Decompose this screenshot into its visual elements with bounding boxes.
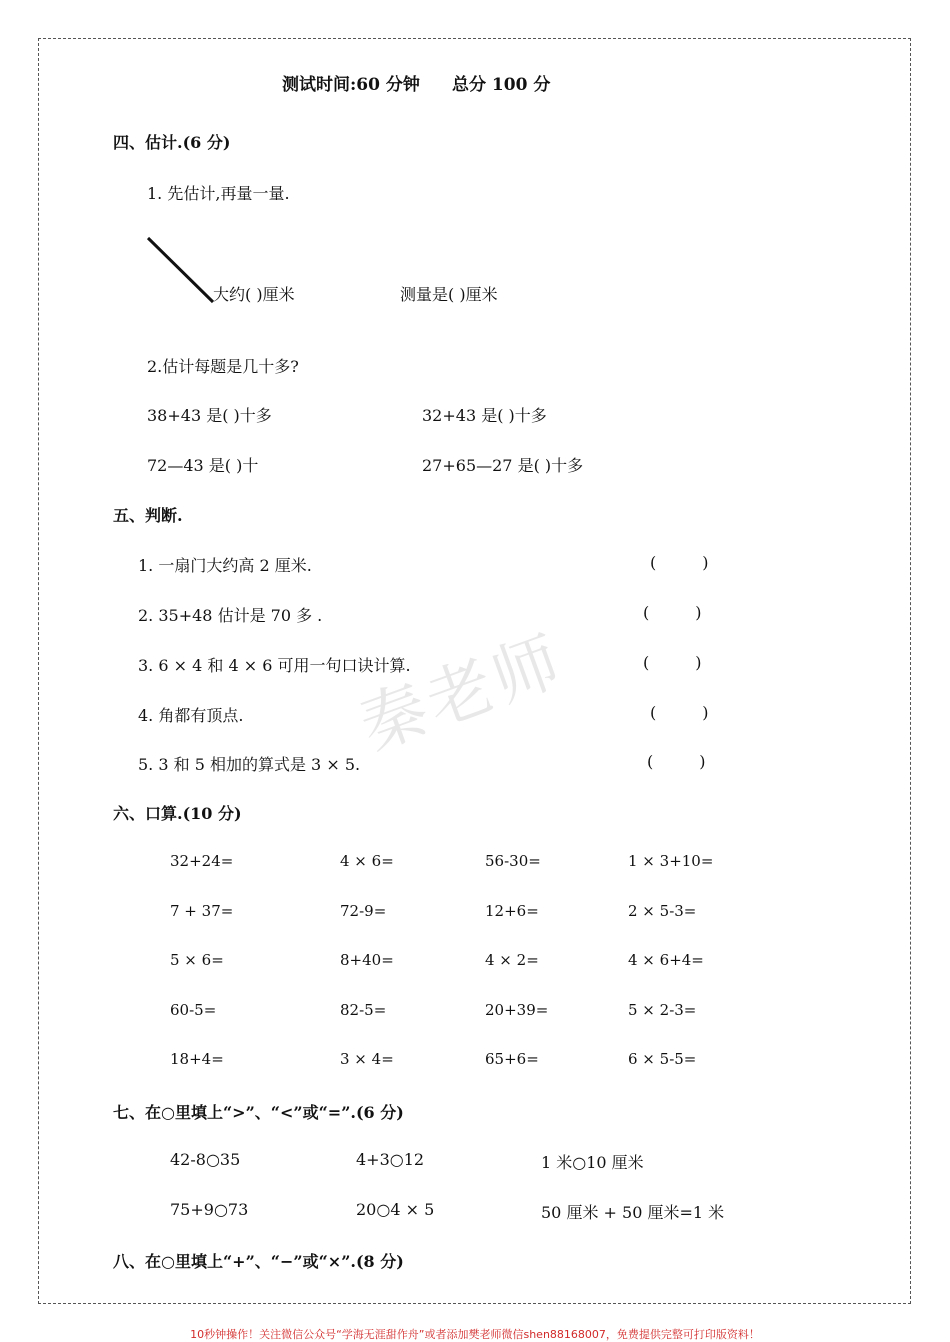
bracket-close: )	[699, 752, 706, 771]
calc-item: 1 × 3+10=	[628, 852, 714, 870]
answer-bracket[interactable]	[647, 752, 706, 771]
bracket-open: (	[643, 603, 650, 622]
answer-bracket[interactable]	[650, 553, 709, 572]
answer-bracket[interactable]	[643, 603, 702, 622]
compare-item: 1 米○10 厘米	[541, 1153, 644, 1172]
answer-bracket[interactable]	[650, 703, 709, 722]
bracket-open: (	[650, 703, 657, 722]
calc-item: 6 × 5-5=	[628, 1050, 697, 1068]
calc-item: 72-9=	[340, 902, 387, 920]
footer-notice: 10秒钟操作！关注微信公众号“学海无涯甜作舟”或者添加樊老师微信shen88168007，免费提供完整可打印版资料！	[190, 1328, 760, 1341]
judge-item-3: 3. 6 × 4 和 4 × 6 可用一句口诀计算.	[138, 656, 411, 675]
section-5-title: 五、判断.	[113, 506, 183, 525]
estimate-answer: 大约( )厘米	[213, 285, 295, 304]
calc-item: 82-5=	[340, 1001, 387, 1019]
bracket-close: )	[702, 553, 709, 572]
calc-item: 4 × 6=	[340, 852, 394, 870]
section-6-title: 六、口算.(10 分)	[113, 804, 242, 823]
watermark: 秦老师	[350, 621, 574, 766]
calc-item: 32+24=	[170, 852, 234, 870]
calc-item: 12+6=	[485, 902, 539, 920]
calc-item: 20+39=	[485, 1001, 549, 1019]
judge-item-5: 5. 3 和 5 相加的算式是 3 × 5.	[138, 755, 361, 774]
section-4-title: 四、估计.(6 分)	[113, 133, 231, 152]
section-7-title: 七、在○里填上“>”、“<”或“=”.(6 分)	[113, 1103, 404, 1122]
compare-item: 20○4 × 5	[356, 1200, 435, 1219]
estimate-item-4: 27+65—27 是( )十多	[422, 456, 584, 475]
bracket-close: )	[695, 603, 702, 622]
estimate-item-3: 72—43 是( )十	[147, 456, 259, 475]
calc-item: 60-5=	[170, 1001, 217, 1019]
calc-item: 2 × 5-3=	[628, 902, 697, 920]
bracket-close: )	[702, 703, 709, 722]
calc-item: 7 + 37=	[170, 902, 234, 920]
estimate-line	[140, 230, 220, 310]
calc-item: 4 × 6+4=	[628, 951, 704, 969]
answer-bracket[interactable]	[643, 653, 702, 672]
calc-item: 65+6=	[485, 1050, 539, 1068]
measure-answer: 测量是( )厘米	[400, 285, 498, 304]
section-4-q1: 1. 先估计,再量一量.	[147, 184, 290, 203]
calc-item: 8+40=	[340, 951, 394, 969]
bracket-open: (	[643, 653, 650, 672]
line-segment	[148, 238, 213, 302]
judge-item-1: 1. 一扇门大约高 2 厘米.	[138, 556, 312, 575]
calc-item: 5 × 2-3=	[628, 1001, 697, 1019]
calc-item: 56-30=	[485, 852, 541, 870]
judge-item-4: 4. 角都有顶点.	[138, 706, 244, 725]
compare-item: 50 厘米 + 50 厘米=1 米	[541, 1203, 725, 1222]
total-score: 总分 100 分	[452, 75, 551, 95]
test-time: 测试时间:60 分钟	[282, 75, 420, 95]
compare-item: 42-8○35	[170, 1150, 241, 1169]
estimate-item-1: 38+43 是( )十多	[147, 406, 272, 425]
calc-item: 18+4=	[170, 1050, 224, 1068]
calc-item: 5 × 6=	[170, 951, 224, 969]
compare-item: 75+9○73	[170, 1200, 249, 1219]
section-8-title: 八、在○里填上“+”、“−”或“×”.(8 分)	[113, 1252, 404, 1271]
calc-item: 3 × 4=	[340, 1050, 394, 1068]
estimate-item-2: 32+43 是( )十多	[422, 406, 547, 425]
compare-item: 4+3○12	[356, 1150, 425, 1169]
calc-item: 4 × 2=	[485, 951, 539, 969]
judge-item-2: 2. 35+48 估计是 70 多 .	[138, 606, 323, 625]
section-4-q2: 2.估计每题是几十多?	[147, 357, 299, 376]
bracket-close: )	[695, 653, 702, 672]
bracket-open: (	[650, 553, 657, 572]
bracket-open: (	[647, 752, 654, 771]
